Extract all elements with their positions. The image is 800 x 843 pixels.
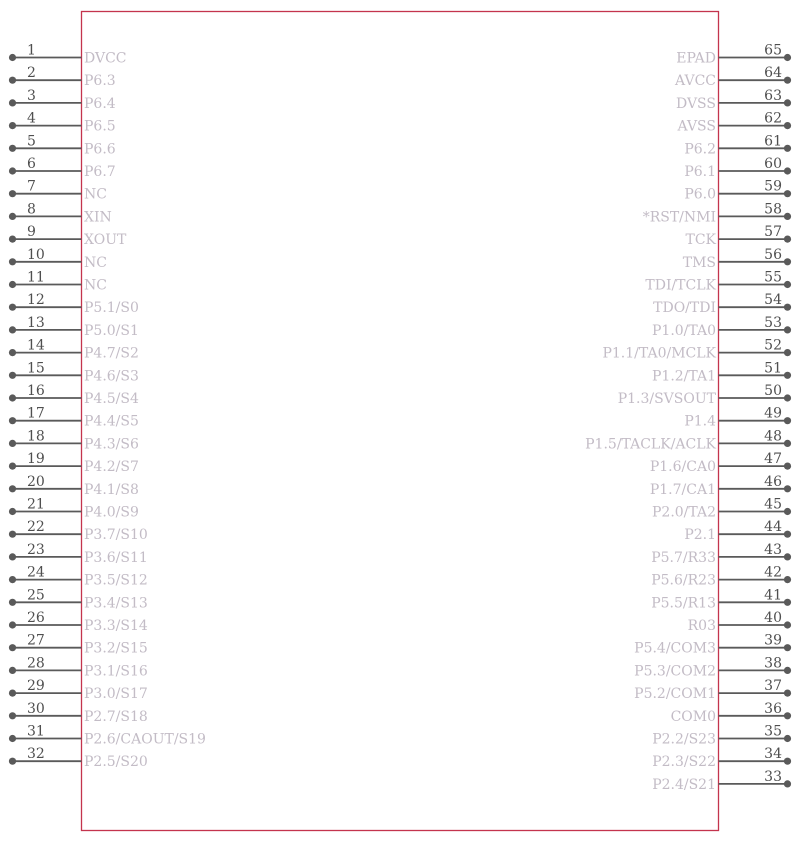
pin-name: P1.3/SVSOUT [617,391,716,407]
pin-3 [9,88,116,112]
pin-terminal-dot [784,508,791,515]
pin-13 [9,315,139,339]
pin-name: P4.3/S6 [84,436,139,453]
pin-name: P2.5/S20 [84,754,148,771]
pin-35 [652,724,791,748]
pin-6 [9,156,116,180]
pin-name: NC [84,277,107,294]
pin-name: P5.0/S1 [84,322,139,339]
pin-name: P1.5/TACLK/ACLK [585,436,716,453]
pin-name: *RST/NMI [642,209,716,226]
pin-name: P2.4/S21 [652,776,716,793]
pin-name: P4.5/S4 [84,391,139,407]
pin-name: AVCC [675,73,716,90]
pin-name: P2.1 [684,527,716,544]
pin-name: XOUT [84,232,127,249]
pin-number: 34 [764,746,782,763]
pin-65 [676,43,791,67]
pin-32 [9,746,148,770]
pin-name: TDO/TDI [653,300,716,317]
pin-number: 28 [27,655,45,672]
pin-number: 46 [764,473,782,490]
pin-42 [651,565,791,589]
pin-terminal-dot [784,77,791,84]
pin-terminal-dot [9,236,16,243]
pin-name: P6.1 [684,164,716,180]
pin-terminal-dot [9,417,16,424]
pin-terminal-dot [9,145,16,152]
pin-56 [683,247,791,271]
pin-33 [652,769,791,793]
pin-number: 25 [27,587,45,604]
pin-number: 56 [764,246,782,263]
pin-63 [676,88,791,112]
pin-name: P6.2 [684,141,716,158]
pin-61 [684,133,791,157]
pin-number: 45 [764,496,782,513]
pin-terminal-dot [9,394,16,401]
pin-number: 2 [27,65,36,82]
pin-number: 18 [27,428,45,445]
pin-number: 27 [27,632,45,649]
pin-terminal-dot [784,394,791,401]
chip-body-outline [82,12,719,831]
pin-name: P6.3 [84,73,116,90]
pin-name: P2.7/S18 [84,708,148,725]
pin-number: 57 [764,224,782,241]
pin-number: 9 [27,224,36,241]
pin-number: 62 [764,110,782,127]
pin-41 [651,587,791,611]
pin-terminal-dot [784,440,791,447]
pin-terminal-dot [9,372,16,379]
pin-terminal-dot [784,735,791,742]
pin-number: 38 [764,655,782,672]
pin-name: P1.7/CA1 [649,481,716,498]
pin-19 [9,451,139,475]
pin-terminal-dot [9,485,16,492]
pin-28 [9,655,148,679]
pin-terminal-dot [784,281,791,288]
pin-64 [674,65,791,89]
pin-name: P2.6/CAOUT/S19 [84,731,206,748]
pin-name: P5.4/COM3 [634,640,716,657]
pin-54 [653,292,791,316]
pin-number: 30 [27,700,45,717]
pin-terminal-dot [784,463,791,470]
pin-34 [652,746,791,770]
pin-name: P3.7/S10 [84,527,148,544]
pin-terminal-dot [9,281,16,288]
pin-terminal-dot [9,599,16,606]
pin-terminal-dot [9,667,16,674]
pin-44 [684,519,791,543]
pin-5 [9,133,116,157]
pin-37 [634,678,791,702]
pin-name: P3.4/S13 [84,595,148,612]
pin-58 [643,201,791,225]
pin-number: 17 [27,405,45,422]
pin-20 [9,474,139,498]
pin-number: 10 [27,246,45,263]
pin-number: 55 [764,269,782,286]
pin-number: 42 [764,564,782,581]
pin-26 [9,610,148,634]
pin-terminal-dot [784,145,791,152]
pin-50 [618,383,791,407]
pin-terminal-dot [784,621,791,628]
pin-name: P5.6/R23 [651,572,716,589]
pin-name: P1.1/TA0/MCLK [602,345,716,362]
pin-terminal-dot [9,99,16,106]
pin-10 [9,247,107,271]
pin-name: TCK [685,232,716,249]
pin-2 [9,65,116,89]
pin-name: P5.2/COM1 [634,686,716,703]
pin-23 [9,542,148,566]
pin-number: 60 [764,156,782,172]
pin-name: P4.2/S7 [84,459,139,476]
pin-number: 50 [764,383,782,399]
pin-terminal-dot [784,167,791,174]
pin-number: 22 [27,519,45,536]
pin-terminal-dot [9,326,16,333]
pin-terminal-dot [9,576,16,583]
pin-62 [677,111,792,135]
pin-number: 58 [764,201,782,218]
pin-number: 1 [27,42,36,59]
pin-number: 12 [27,292,45,309]
pin-29 [9,678,148,702]
pin-number: 36 [764,700,782,717]
pin-12 [9,292,139,316]
pin-number: 52 [764,337,782,354]
pin-number: 32 [27,746,45,763]
pin-terminal-dot [9,621,16,628]
left-pin-column [9,43,206,771]
pin-terminal-dot [9,553,16,560]
pin-terminal-dot [784,372,791,379]
pin-terminal-dot [784,349,791,356]
pin-52 [602,338,791,362]
pin-name: P4.7/S2 [84,345,139,362]
pin-terminal-dot [9,690,16,697]
pin-name: P6.4 [84,95,116,112]
pin-name: P6.7 [84,164,116,180]
pin-terminal-dot [784,417,791,424]
pin-name: EPAD [676,50,716,67]
pin-name: P5.5/R13 [651,595,716,612]
pin-number: 21 [27,496,45,513]
pin-terminal-dot [9,735,16,742]
pin-terminal-dot [784,190,791,197]
pin-name: P5.1/S0 [84,300,139,317]
pin-number: 20 [27,473,45,490]
pin-name: NC [84,186,107,203]
pin-name: XIN [84,209,112,226]
pin-number: 8 [27,201,36,218]
pin-name: P1.2/TA1 [652,368,716,385]
pin-terminal-dot [9,167,16,174]
pin-name: P4.1/S8 [84,481,139,498]
pin-number: 39 [764,632,782,649]
pin-21 [9,497,139,521]
pin-terminal-dot [784,644,791,651]
pin-terminal-dot [9,531,16,538]
pin-terminal-dot [9,349,16,356]
pin-name: DVSS [675,95,716,112]
pin-name: P2.0/TA2 [652,504,716,521]
pin-8 [9,201,112,225]
pin-terminal-dot [9,258,16,265]
pin-terminal-dot [9,54,16,61]
pin-terminal-dot [784,690,791,697]
pin-terminal-dot [784,122,791,129]
pin-name: P3.3/S14 [84,618,148,634]
pin-number: 53 [764,314,782,331]
pin-45 [652,497,791,521]
pin-16 [9,383,139,407]
pin-number: 40 [764,610,782,626]
pin-name: P3.5/S12 [84,572,148,589]
pin-name: P3.2/S15 [84,640,148,657]
pin-number: 31 [27,723,45,740]
pin-27 [9,633,148,657]
pin-number: 13 [27,314,45,331]
pin-name: P3.1/S16 [84,663,148,680]
pin-number: 6 [27,156,36,172]
pin-17 [9,406,139,430]
pin-name: P5.7/R33 [651,549,716,566]
pin-name: P1.0/TA0 [652,322,716,339]
pin-terminal-dot [9,508,16,515]
pin-terminal-dot [9,122,16,129]
pin-terminal-dot [784,667,791,674]
pin-number: 24 [27,564,45,581]
pin-terminal-dot [9,190,16,197]
pin-30 [9,701,148,725]
pin-terminal-dot [784,326,791,333]
pin-51 [652,360,791,384]
pin-terminal-dot [9,440,16,447]
pin-15 [9,360,139,384]
pin-number: 35 [764,723,782,740]
pin-31 [9,724,206,748]
pin-49 [684,406,791,430]
pin-terminal-dot [9,304,16,311]
pin-number: 51 [764,360,782,377]
pin-name: P1.4 [684,413,716,430]
pin-terminal-dot [9,213,16,220]
pin-number: 65 [764,42,782,59]
pin-number: 49 [764,405,782,422]
pin-7 [9,179,107,203]
pin-name: P3.0/S17 [84,686,148,703]
pin-57 [685,224,791,248]
pin-name: P6.6 [84,141,116,158]
pin-name: P2.3/S22 [652,754,716,771]
pin-14 [9,338,139,362]
pin-terminal-dot [784,599,791,606]
pin-number: 37 [764,678,782,695]
pin-number: 4 [27,110,36,127]
pin-39 [634,633,791,657]
pin-59 [684,179,791,203]
pin-number: 19 [27,451,45,468]
pin-47 [650,451,791,475]
pin-number: 5 [27,133,36,150]
pin-name: P2.2/S23 [652,731,716,748]
pin-terminal-dot [784,99,791,106]
pin-terminal-dot [9,644,16,651]
pin-25 [9,587,148,611]
pin-38 [634,655,791,679]
pin-24 [9,565,148,589]
pin-11 [9,270,107,294]
pin-4 [9,111,116,135]
pin-name: P5.3/COM2 [634,663,716,680]
pin-60 [684,156,791,180]
pin-name: P4.4/S5 [84,413,139,430]
pin-number: 11 [27,269,45,286]
pin-terminal-dot [9,712,16,719]
pin-terminal-dot [784,236,791,243]
pin-number: 14 [27,337,45,354]
pin-terminal-dot [9,758,16,765]
pin-name: AVSS [677,118,716,135]
pin-43 [651,542,791,566]
pin-terminal-dot [784,531,791,538]
pin-number: 16 [27,383,45,399]
pin-name: COM0 [670,708,716,725]
pin-number: 41 [764,587,782,604]
pin-number: 64 [764,65,782,82]
pin-terminal-dot [784,213,791,220]
pin-number: 43 [764,541,782,558]
pin-name: P1.6/CA0 [649,459,716,476]
pin-name: P4.6/S3 [84,368,139,385]
pin-terminal-dot [784,758,791,765]
pin-terminal-dot [784,712,791,719]
pin-name: P4.0/S9 [84,504,139,521]
pin-number: 7 [27,178,36,195]
pin-number: 48 [764,428,782,445]
pin-terminal-dot [784,258,791,265]
pin-22 [9,519,148,543]
pin-terminal-dot [784,553,791,560]
pin-40 [688,610,791,634]
pin-number: 44 [764,519,782,536]
pin-number: 54 [764,292,782,309]
pin-terminal-dot [784,54,791,61]
pin-terminal-dot [784,576,791,583]
pin-18 [9,428,139,452]
pin-number: 3 [27,87,36,104]
pin-number: 33 [764,768,782,785]
pin-53 [652,315,791,339]
pin-name: TDI/TCLK [645,277,716,294]
pin-number: 26 [27,610,45,626]
pin-terminal-dot [784,304,791,311]
pin-name: P6.5 [84,118,116,135]
pin-name: TMS [682,254,716,271]
pin-name: P6.0 [684,186,716,203]
pin-name: P3.6/S11 [84,549,148,566]
pin-number: 61 [764,133,782,150]
pin-terminal-dot [784,485,791,492]
pin-number: 63 [764,87,782,104]
pin-name: DVCC [84,50,127,67]
pin-terminal-dot [784,780,791,787]
pin-number: 59 [764,178,782,195]
pin-number: 23 [27,541,45,558]
pin-46 [650,474,791,498]
pin-48 [585,428,791,452]
pin-number: 47 [764,451,782,468]
pin-9 [9,224,127,248]
pin-number: 15 [27,360,45,377]
pin-number: 29 [27,678,45,695]
pin-terminal-dot [9,463,16,470]
pin-36 [671,701,792,725]
right-pin-column [585,43,791,793]
pin-name: R03 [687,618,716,634]
pin-name: NC [84,254,107,271]
pin-terminal-dot [9,77,16,84]
pin-1 [9,43,127,67]
